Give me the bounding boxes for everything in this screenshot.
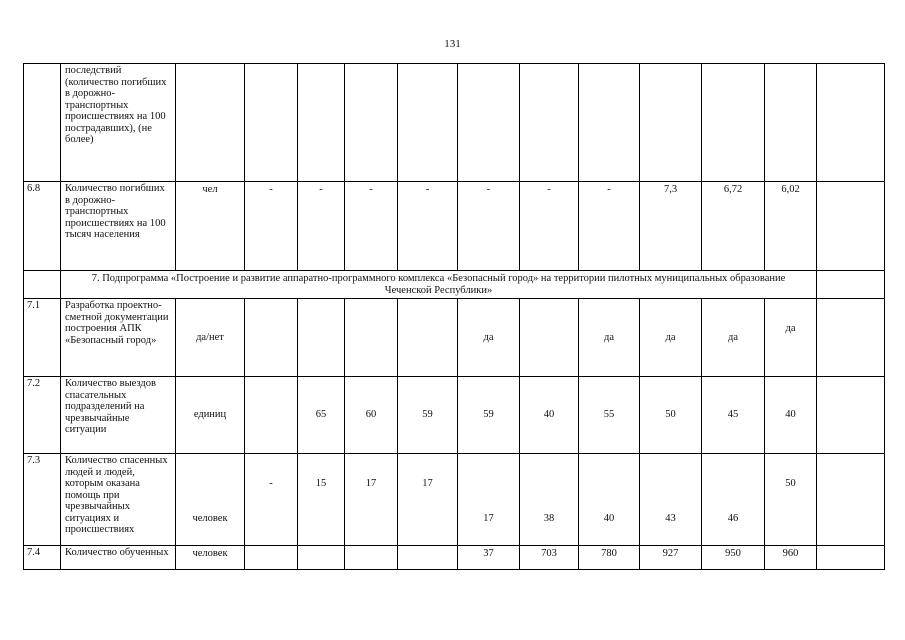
table-row xyxy=(24,454,885,546)
value-cell xyxy=(245,299,298,377)
value-cell xyxy=(398,546,458,570)
page-number: 131 xyxy=(444,38,461,50)
value-cell xyxy=(345,64,398,182)
value-cell: 55 xyxy=(579,377,640,454)
value-cell xyxy=(702,64,765,182)
empty-cell xyxy=(24,271,61,299)
section-title: 7. Подпрограмма «Построение и развитие аппаратно-программного комплекса «Безопасный город» на территории пилотных муниципальных образование Чеченской Республики» xyxy=(61,271,817,299)
table-row xyxy=(24,546,885,570)
empty-cell xyxy=(817,64,885,182)
value-cell xyxy=(398,64,458,182)
value-cell: - xyxy=(520,182,579,271)
unit-cell: человек xyxy=(176,454,245,546)
value-cell xyxy=(298,299,345,377)
value-cell xyxy=(298,546,345,570)
table-row xyxy=(24,299,885,377)
indicator-name: Количество обученных xyxy=(61,546,176,570)
value-cell: - xyxy=(298,182,345,271)
value-cell: - xyxy=(398,182,458,271)
indicator-name: Количество погибших в дорожно-транспортных происшествиях на 100 тысяч населения xyxy=(61,182,176,271)
value-cell: 40 xyxy=(579,454,640,546)
value-cell xyxy=(245,64,298,182)
value-cell: 65 xyxy=(298,377,345,454)
value-cell xyxy=(458,64,520,182)
value-cell xyxy=(520,64,579,182)
value-cell: 6,02 xyxy=(765,182,817,271)
row-number: 6.8 xyxy=(24,182,61,271)
value-cell: 960 xyxy=(765,546,817,570)
value-cell: да xyxy=(579,299,640,377)
value-cell: - xyxy=(458,182,520,271)
table-row xyxy=(24,64,885,182)
value-cell: да xyxy=(765,299,817,377)
empty-cell xyxy=(817,271,885,299)
unit-cell: чел xyxy=(176,182,245,271)
row-number: 7.3 xyxy=(24,454,61,546)
value-cell xyxy=(345,299,398,377)
value-cell xyxy=(765,64,817,182)
value-cell: 703 xyxy=(520,546,579,570)
empty-cell xyxy=(817,299,885,377)
value-cell: 45 xyxy=(702,377,765,454)
unit-cell: человек xyxy=(176,546,245,570)
value-cell: 46 xyxy=(702,454,765,546)
unit-cell: да/нет xyxy=(176,299,245,377)
indicator-name: последствий (количество погибших в дорожно-транспортных происшествиях на 100 пострадавших), (не более) xyxy=(61,64,176,182)
value-cell: 7,3 xyxy=(640,182,702,271)
value-cell: 59 xyxy=(398,377,458,454)
value-cell: - xyxy=(579,182,640,271)
table-row xyxy=(24,377,885,454)
indicator-name: Разработка проектно-сметной документации построения АПК «Безопасный город» xyxy=(61,299,176,377)
empty-cell xyxy=(817,182,885,271)
value-cell: 37 xyxy=(458,546,520,570)
value-cell xyxy=(298,64,345,182)
value-cell: 6,72 xyxy=(702,182,765,271)
row-number: 7.4 xyxy=(24,546,61,570)
indicator-name: Количество выездов спасательных подразделений на чрезвычайные ситуации xyxy=(61,377,176,454)
value-cell xyxy=(640,64,702,182)
value-cell: 40 xyxy=(765,377,817,454)
value-cell xyxy=(398,299,458,377)
value-cell: - xyxy=(245,182,298,271)
value-cell xyxy=(579,64,640,182)
value-cell: 927 xyxy=(640,546,702,570)
indicator-name: Количество спасенных людей и людей, которым оказана помощь при чрезвычайных ситуациях и происшествиях xyxy=(61,454,176,546)
row-number: 7.2 xyxy=(24,377,61,454)
unit-cell xyxy=(176,64,245,182)
value-cell: 59 xyxy=(458,377,520,454)
table-row xyxy=(24,182,885,271)
row-number xyxy=(24,64,61,182)
value-cell xyxy=(345,546,398,570)
value-cell xyxy=(245,546,298,570)
indicators-table xyxy=(23,63,885,570)
value-cell: 17 xyxy=(398,454,458,546)
empty-cell xyxy=(817,377,885,454)
value-cell: 38 xyxy=(520,454,579,546)
row-number: 7.1 xyxy=(24,299,61,377)
value-cell: да xyxy=(640,299,702,377)
value-cell: да xyxy=(702,299,765,377)
value-cell: 60 xyxy=(345,377,398,454)
value-cell: 43 xyxy=(640,454,702,546)
value-cell xyxy=(245,377,298,454)
empty-cell xyxy=(817,454,885,546)
value-cell: 15 xyxy=(298,454,345,546)
unit-cell: единиц xyxy=(176,377,245,454)
value-cell: 50 xyxy=(640,377,702,454)
value-cell: 950 xyxy=(702,546,765,570)
value-cell: - xyxy=(345,182,398,271)
value-cell: да xyxy=(458,299,520,377)
section-row xyxy=(24,271,885,299)
value-cell: 780 xyxy=(579,546,640,570)
value-cell: 17 xyxy=(345,454,398,546)
value-cell: 17 xyxy=(458,454,520,546)
value-cell xyxy=(520,299,579,377)
value-cell: 40 xyxy=(520,377,579,454)
empty-cell xyxy=(817,546,885,570)
value-cell: 50 xyxy=(765,454,817,546)
value-cell: - xyxy=(245,454,298,546)
